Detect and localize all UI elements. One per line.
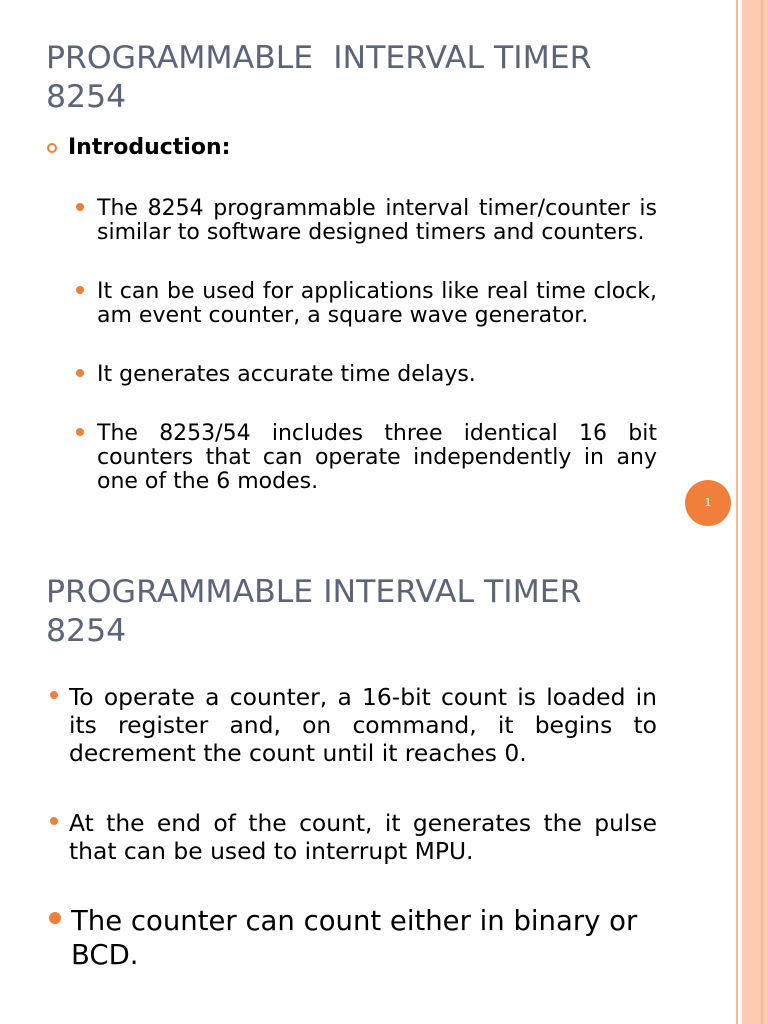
page-number-badge: 1 — [685, 480, 731, 526]
slide-title-line: PROGRAMMABLE INTERVAL TIMER — [46, 40, 592, 76]
bullet-line: BCD. — [71, 939, 139, 971]
bullet-line: one of the 6 modes. — [97, 469, 319, 494]
bullet-text — [97, 197, 657, 245]
bullet-dot-icon — [49, 912, 61, 924]
bullet-line: that can be used to interrupt MPU. — [69, 837, 474, 865]
bullet-line: At the end of the count, it generates the pulse — [69, 809, 657, 837]
bullet-text — [97, 363, 657, 387]
bullet-dot-icon — [76, 428, 84, 436]
bullet-circle-icon — [47, 143, 57, 153]
bullet-text — [69, 683, 657, 767]
bullet-text — [71, 904, 657, 972]
bullet-line: its register and, on command, it begins to — [69, 711, 657, 739]
slide-title — [46, 573, 582, 651]
right-border-line — [736, 0, 738, 1024]
bullet-dot-icon — [76, 286, 84, 294]
slide-title-line: 8254 — [46, 613, 127, 649]
bullet-line: It generates accurate time delays. — [97, 362, 476, 387]
intro-heading: Introduction: — [68, 135, 231, 160]
right-border-line — [761, 0, 763, 1024]
bullet-dot-icon — [50, 817, 58, 825]
bullet-line: The 8254 programmable interval timer/counter is — [97, 196, 657, 221]
bullet-dot-icon — [76, 203, 84, 211]
bullet-line: counters that can operate independently in any — [97, 445, 657, 470]
bullet-text — [97, 422, 657, 494]
slide-title-line: 8254 — [46, 79, 127, 115]
bullet-text — [69, 809, 657, 865]
bullet-line: To operate a counter, a 16-bit count is loaded in — [69, 683, 657, 711]
bullet-line: decrement the count until it reaches 0. — [69, 739, 527, 767]
bullet-text — [97, 280, 657, 328]
slide-title — [46, 39, 592, 117]
bullet-line: The 8253/54 includes three identical 16 bit — [97, 421, 657, 446]
bullet-dot-icon — [76, 369, 84, 377]
bullet-line: The counter can count either in binary or — [71, 905, 638, 937]
right-border-band — [742, 0, 768, 1024]
slide-title-line: PROGRAMMABLE INTERVAL TIMER — [46, 574, 582, 610]
bullet-line: am event counter, a square wave generator. — [97, 303, 589, 328]
bullet-dot-icon — [50, 691, 58, 699]
bullet-line: similar to software designed timers and counters. — [97, 220, 645, 245]
bullet-line: It can be used for applications like real time clock, — [97, 279, 657, 304]
